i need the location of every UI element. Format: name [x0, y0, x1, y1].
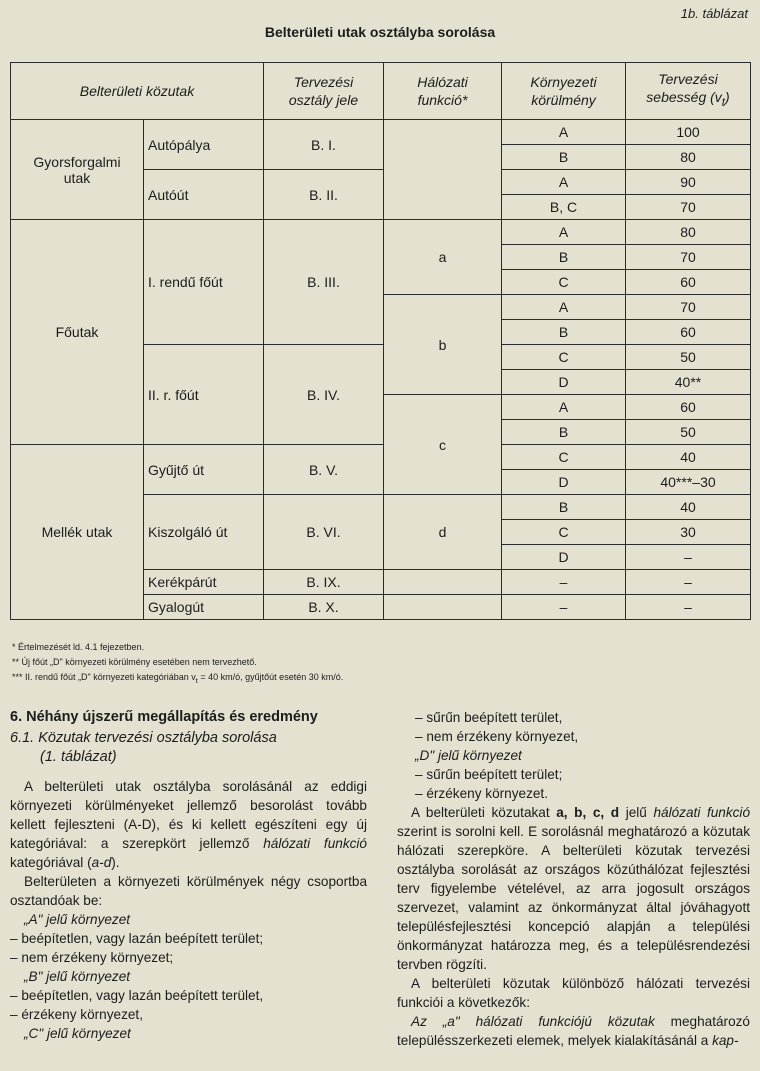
speed-cell: 40 [626, 495, 751, 520]
class-code: B. III. [264, 220, 384, 345]
road-name: Gyűjtő út [144, 445, 264, 495]
list-item: – beépítetlen, vagy lazán beépített terület; [10, 931, 264, 946]
speed-cell: 40 [626, 445, 751, 470]
function-cell [384, 570, 502, 595]
env-cell: B [502, 495, 626, 520]
env-cell: B [502, 245, 626, 270]
subsection-heading: 6.1. Közutak tervezési osztályba sorolása (1. táblázat) [10, 730, 277, 765]
road-name: I. rendű főút [144, 220, 264, 345]
list-item: – érzékeny környezet. [415, 786, 548, 801]
class-code: B. II. [264, 170, 384, 220]
env-cell: D [502, 370, 626, 395]
paragraph: A belterületi utak osztályba sorolásánál az eddigi környezeti körülményeket jellemző besorolást tovább kellett fejleszteni (A-D), és ki kellett egészíteni egy új kategóriával: a szerepkört jellemző hálózati funkció kategóriával (a-d). [10, 779, 367, 870]
road-name: Autóút [144, 170, 264, 220]
header-speed: Tervezési sebesség $(v_t)$ [626, 63, 751, 120]
speed-cell: 60 [626, 395, 751, 420]
speed-cell: 80 [626, 220, 751, 245]
road-name: Kiszolgáló út [144, 495, 264, 570]
class-code: B. IV. [264, 345, 384, 445]
group-gyorsforgalmi: Gyorsforgalmi utak [11, 120, 144, 220]
list-heading: „D" jelű környezet [415, 748, 522, 763]
env-cell: A [502, 120, 626, 145]
paragraph: A belterületi közutak különböző hálózati tervezési funkciói a következők: [397, 976, 750, 1010]
env-cell: C [502, 445, 626, 470]
env-cell: C [502, 270, 626, 295]
speed-cell: 60 [626, 320, 751, 345]
env-cell: C [502, 345, 626, 370]
env-cell: A [502, 395, 626, 420]
header-roads: Belterületi közutak [11, 63, 264, 120]
footnote: * Értelmezését ld. 4.1 fejezetben. [12, 642, 145, 652]
list-heading: „A" jelű környezet [24, 912, 131, 927]
table-number: 1b. táblázat [680, 6, 748, 21]
road-name: Kerékpárút [144, 570, 264, 595]
speed-cell: 70 [626, 195, 751, 220]
speed-cell: 50 [626, 345, 751, 370]
paragraph: Belterületen a környezeti körülmények négy csoportba osztandóak be: [10, 874, 367, 908]
speed-cell: 100 [626, 120, 751, 145]
speed-cell: 60 [626, 270, 751, 295]
road-name: II. r. főút [144, 345, 264, 445]
env-cell: A [502, 295, 626, 320]
table-row [11, 220, 751, 245]
env-cell: D [502, 545, 626, 570]
table-row [11, 120, 751, 145]
footnote: *** II. rendű főút „D" környezeti kategóriában $v_t = 40$ km/ó, gyűjtőút esetén 30 km/ó. [12, 672, 344, 685]
table-footnotes [12, 640, 343, 688]
list-item: – nem érzékeny környezet, [415, 729, 579, 744]
function-cell [384, 120, 502, 220]
text-column-right [397, 708, 750, 1050]
footnote: ** Új főút „D" környezeti körülmény esetében nem tervezhető. [12, 657, 257, 667]
env-cell: A [502, 170, 626, 195]
table-title: Belterületi utak osztályba sorolása [264, 24, 496, 40]
speed-cell: – [626, 570, 751, 595]
env-cell: – [502, 595, 626, 620]
function-a: a [384, 220, 502, 295]
table-header-row [11, 63, 751, 120]
env-cell: B, C [502, 195, 626, 220]
speed-cell: – [626, 545, 751, 570]
classification-table [10, 62, 751, 620]
env-cell: C [502, 520, 626, 545]
road-name: Gyalogút [144, 595, 264, 620]
header-function: Hálózati funkció* [384, 63, 502, 120]
section-heading: 6. Néhány újszerű megállapítás és eredmény [10, 709, 318, 725]
list-item: – érzékeny környezet, [10, 1007, 143, 1022]
list-heading: „B" jelű környezet [24, 969, 131, 984]
speed-cell: 80 [626, 145, 751, 170]
speed-cell: 40** [626, 370, 751, 395]
function-cell [384, 595, 502, 620]
function-d: d [384, 495, 502, 570]
function-b: b [384, 295, 502, 395]
paragraph: Az „a" hálózati funkciójú közutak meghatározó településszerkezeti elemek, melyek kialakításánál a kap- [397, 1014, 750, 1048]
road-name: Autópálya [144, 120, 264, 170]
env-cell: – [502, 570, 626, 595]
list-item: – sűrűn beépített terület, [415, 710, 563, 725]
speed-cell: – [626, 595, 751, 620]
list-item: – beépítetlen, vagy lazán beépített terület, [10, 988, 264, 1003]
class-code: B. X. [264, 595, 384, 620]
speed-cell: 30 [626, 520, 751, 545]
list-item: – sűrűn beépített terület; [415, 767, 563, 782]
speed-cell: 90 [626, 170, 751, 195]
function-c: c [384, 395, 502, 495]
env-cell: B [502, 145, 626, 170]
class-code: B. V. [264, 445, 384, 495]
header-class: Tervezési osztály jele [264, 63, 384, 120]
class-code: B. IX. [264, 570, 384, 595]
table-row [11, 445, 751, 470]
class-code: B. I. [264, 120, 384, 170]
speed-cell: 70 [626, 295, 751, 320]
env-cell: A [502, 220, 626, 245]
speed-cell: 70 [626, 245, 751, 270]
header-environment: Környezeti körülmény [502, 63, 626, 120]
speed-cell: 40***–30 [626, 470, 751, 495]
text-column-left [10, 708, 367, 1043]
paragraph: A belterületi közutakat a, b, c, d jelű hálózati funkció szerint is sorolni kell. E sorolásnál meghatározó a közutak hálózati szerepköre. A belterületi közutak tervezési osztályba sorolását az országos közúthálózat fejlesztési terv figyelembe vételével, az arra jogosult országos szervezet, valamint az önkormányzat által jóváhagyott településfejlesztési koncepció alapján a települési önkormányzat határozza meg, és a településrendezési tervben rögzíti. [397, 805, 751, 972]
group-foutak: Főutak [11, 220, 144, 445]
env-cell: B [502, 320, 626, 345]
list-item: – nem érzékeny környezet; [10, 950, 174, 965]
env-cell: B [502, 420, 626, 445]
env-cell: D [502, 470, 626, 495]
group-mellek: Mellék utak [11, 445, 144, 620]
class-code: B. VI. [264, 495, 384, 570]
speed-cell: 50 [626, 420, 751, 445]
list-heading: „C" jelű környezet [24, 1026, 131, 1041]
